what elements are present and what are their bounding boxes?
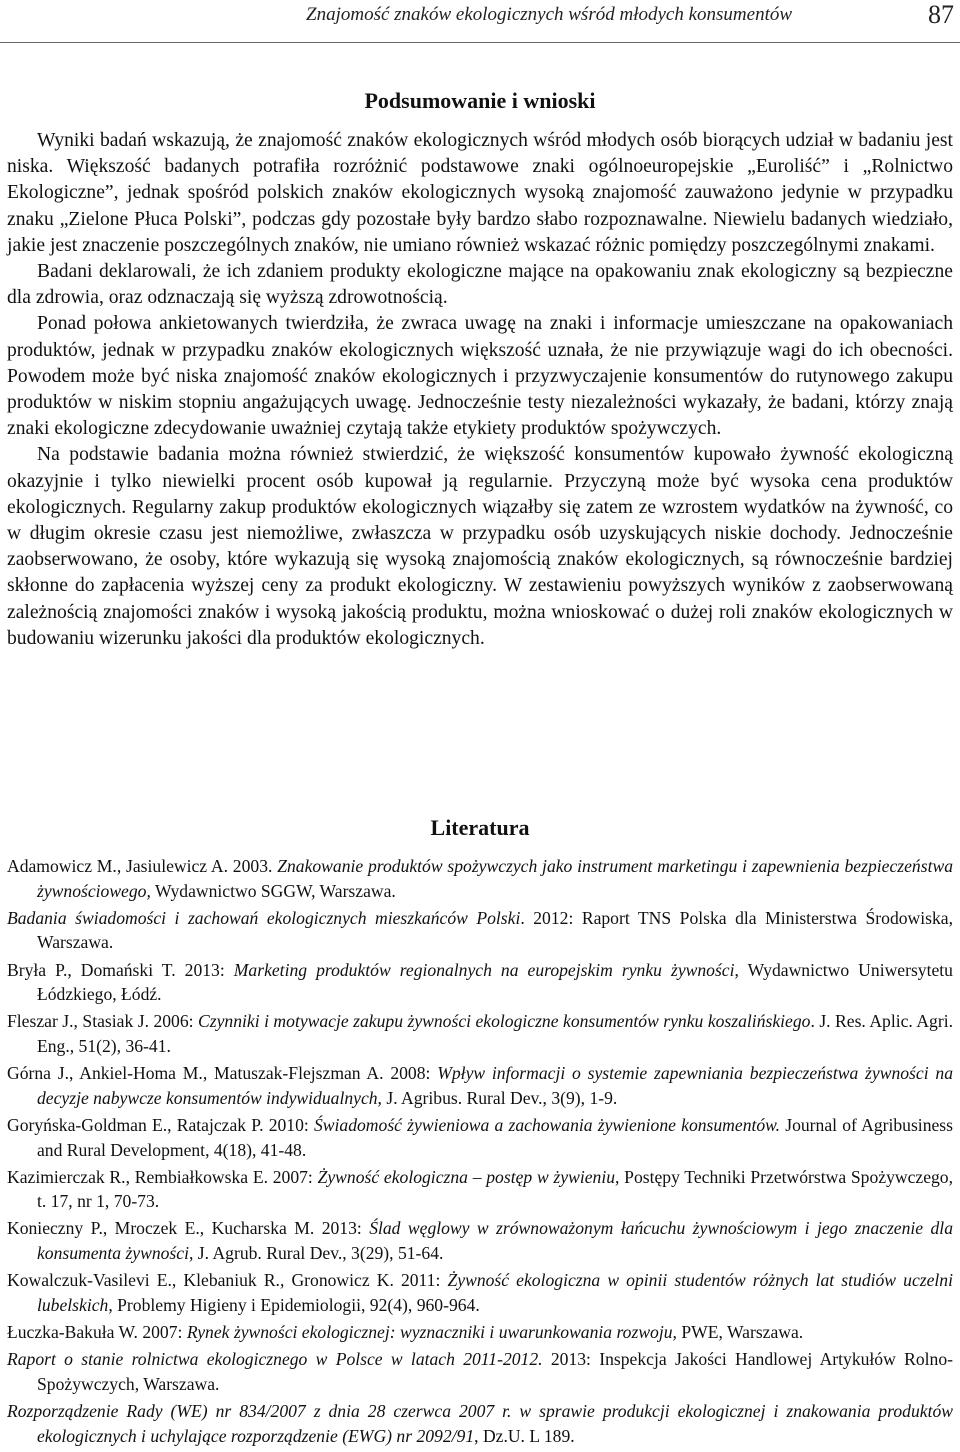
reference-item [7, 1347, 953, 1396]
reference-source: . 2012: Raport TNS Polska dla Ministerstwa Środowiska, Warszawa. [37, 907, 953, 953]
reference-item [7, 1009, 953, 1058]
paragraph: Na podstawie badania można również stwierdzić, że większość konsumentów kupowało żywność ekologiczną okazyjnie i tylko niewielki procent osób kupował ją regularnie. Przyczyną może być wysoka cena produktów ekologicznych. Regularny zakup produktów ekologicznych wiązałby się zatem ze wzrostem wydatków na żywność, co w długim okresie czasu jest niemożliwe, zwłaszcza w przypadku osób uzyskujących niskie dochody. Jednocześnie zaobserwowano, że osoby, które wykazują się wysoką znajomością znaków ekologicznych, są równocześnie bardziej skłonne do zapłacenia wyższej ceny za produkt ekologiczny. W zestawieniu powyższych wyników z zaobserwowaną zależnością znajomości znaków i wysoką jakością produktu, można wnioskować o dużej roli znaków ekologicznych w budowaniu wizerunku jakości dla produktów ekologicznych. [7, 444, 953, 649]
reference-authors: Konieczny P., Mroczek E., Kucharska M. 2013: [7, 1218, 370, 1239]
reference-item [7, 1320, 953, 1345]
running-header [0, 0, 960, 43]
reference-item [7, 1216, 953, 1265]
section-heading-summary: Podsumowanie i wnioski [364, 88, 596, 113]
paragraph: Wyniki badań wskazują, że znajomość znaków ekologicznych wśród młodych osób biorących udział w badaniu jest niska. Większość badanych potrafiła rozróżnić podstawowe znaki ogólnoeuropejskie „Euroliść” i „Rolnictwo Ekologiczne”, jednak spośród polskich znaków ekologicznych wysoką znajomość zauważono jedynie w przypadku znaku „Zielone Płuca Polski”, podczas gdy pozostałe były bardzo słabo rozpoznawalne. Niewielu badanych wiedziało, jakie jest znaczenie poszczególnych znaków, nie umiano również wskazać różnic pomiędzy poszczególnymi znakami. [7, 130, 953, 256]
running-title: Znajomość znaków ekologicznych wśród młodych konsumentów [306, 4, 793, 25]
reference-source: Journal of Agribusiness and Rural Development, 4(18), 41-48. [37, 1114, 953, 1160]
section-heading-literature: Literatura [430, 815, 530, 840]
reference-authors: Goryńska-Goldman E., Ratajczak P. 2010: [7, 1114, 314, 1135]
reference-item [7, 854, 953, 903]
reference-authors: Bryła P., Domański T. 2013: [7, 959, 234, 980]
reference-source: , J. Agrub. Rural Dev., 3(29), 51-64. [188, 1243, 444, 1264]
reference-title: Czynniki i motywacje zakupu żywności ekologiczne konsumentów rynku koszalińskiego [198, 1011, 811, 1032]
page-number: 87 [928, 0, 954, 29]
reference-source: . J. Res. Aplic. Agri. Eng., 51(2), 36-41. [37, 1011, 953, 1056]
reference-title: Badania świadomości i zachowań ekologicznych mieszkańców Polski [7, 907, 521, 928]
reference-title: Ślad węglowy w zrównoważonym łańcuchu żywnościowym i jego znaczenie dla konsumenta żywności [37, 1218, 953, 1264]
reference-authors: Kowalczuk-Vasilevi E., Klebaniuk R., Gronowicz K. 2011: [7, 1270, 448, 1291]
reference-authors: Adamowicz M., Jasiulewicz A. 2003. [7, 856, 278, 876]
reference-title: Znakowanie produktów spożywczych jako instrument marketingu i zapewnienia bezpieczeństwa żywnościowego, [37, 856, 953, 901]
reference-title: Marketing produktów regionalnych na europejskim rynku żywności [233, 959, 735, 980]
reference-source: , Wydawnictwo Uniwersytetu Łódzkiego, Łódź. [37, 959, 953, 1005]
reference-source: , J. Agribus. Rural Dev., 3(9), 1-9. [377, 1087, 618, 1108]
reference-title: Żywność ekologiczna w opinii studentów różnych lat studiów uczelni lubelskich [37, 1270, 953, 1315]
reference-authors: Fleszar J., Stasiak J. 2006: [7, 1011, 199, 1032]
reference-source: , Problemy Higieny i Epidemiologii, 92(4), 960-964. [108, 1294, 480, 1315]
reference-title: Świadomość żywieniowa a zachowania żywienione konsumentów. [314, 1114, 781, 1135]
reference-authors: Górna J., Ankiel-Homa M., Matuszak-Flejszman A. 2008: [7, 1063, 438, 1084]
reference-source: PWE, Warszawa. [676, 1322, 804, 1343]
reference-title: Raport o stanie rolnictwa ekologicznego w Polsce w latach 2011-2012. [7, 1349, 543, 1370]
reference-item [7, 1113, 953, 1162]
reference-source: , Dz.U. L 189. [474, 1425, 575, 1446]
reference-title: Żywność ekologiczna – postęp w żywieniu [317, 1166, 615, 1187]
reference-item [7, 958, 953, 1007]
reference-item [7, 1268, 953, 1317]
reference-title: Rynek żywności ekologicznej: wyznaczniki i uwarunkowania rozwoju, [186, 1322, 677, 1343]
reference-authors: Kazimierczak R., Rembiałkowska E. 2007: [7, 1166, 318, 1187]
reference-item [7, 1061, 953, 1110]
paragraph: Badani deklarowali, że ich zdaniem produkty ekologiczne mające na opakowaniu znak ekologiczny są bezpieczne dla zdrowia, oraz odznaczają się wyższą zdrowotnością. [7, 261, 953, 309]
reference-item [7, 906, 953, 955]
reference-item [7, 1399, 953, 1448]
reference-source: Wydawnictwo SGGW, Warszawa. [150, 880, 396, 901]
reference-title: Rozporządzenie Rady (WE) nr 834/2007 z dnia 28 czerwca 2007 r. w sprawie produkcji ekologicznej i znakowania produktów ekologicznych i uchylające rozporządzenie (EWG) nr 2092/91 [7, 1401, 953, 1446]
reference-list [7, 854, 953, 1448]
paragraph: Ponad połowa ankietowanych twierdziła, że zwraca uwagę na znaki i informacje umieszczane na opakowaniach produktów, jednak w przypadku znaków ekologicznych większość uznała, że nie przywiązuje wagi do ich obecności. Powodem może być niska znajomość znaków ekologicznych i przyzwyczajenie konsumentów do rutynowego zakupu produktów w niskim stopniu angażujących uwagę. Jednocześnie testy niezależności wykazały, że badani, którzy znają znaki ekologiczne zdecydowanie uważniej czytają także etykiety produktów spożywczych. [7, 313, 953, 440]
reference-item [7, 1165, 953, 1214]
reference-source: 2013: Inspekcja Jakości Handlowej Artykułów Rolno-Spożywczych, Warszawa. [37, 1349, 953, 1394]
reference-authors: Łuczka-Bakuła W. 2007: [7, 1322, 187, 1343]
reference-source: , Postępy Techniki Przetwórstwa Spożywczego, t. 17, nr 1, 70-73. [37, 1166, 953, 1212]
reference-title: Wpływ informacji o systemie zapewniania bezpieczeństwa żywności na decyzje nabywcze konsumentów indywidualnych [37, 1063, 953, 1108]
summary-body [7, 128, 953, 652]
